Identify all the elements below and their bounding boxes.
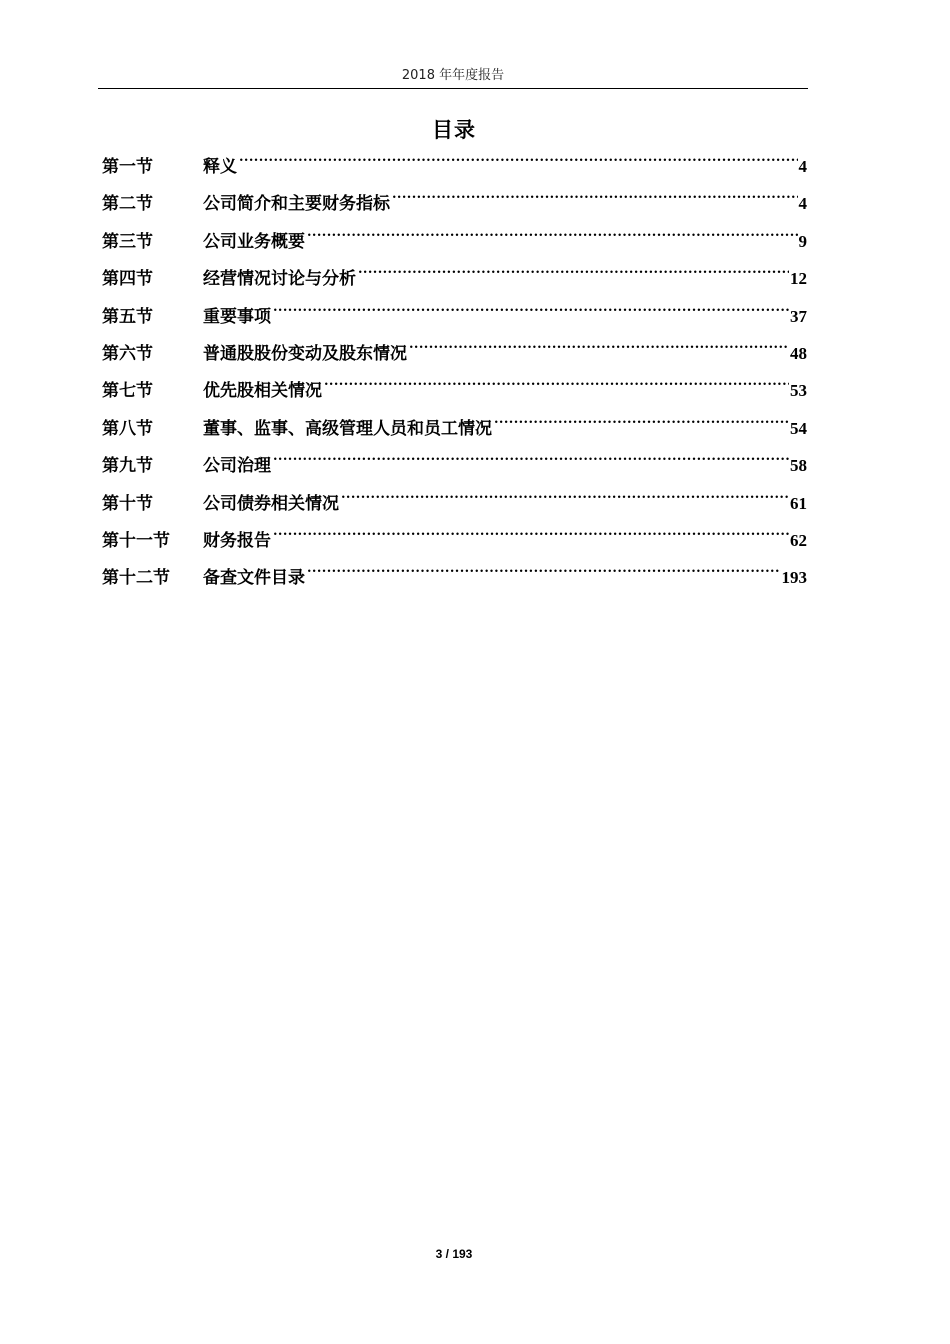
toc-section-name: 重要事项 bbox=[203, 306, 271, 327]
toc-section-number: 第六节 bbox=[102, 343, 153, 364]
toc-entry[interactable] bbox=[102, 553, 807, 590]
report-title: 2018 年年度报告 bbox=[401, 68, 505, 83]
toc-entry[interactable] bbox=[102, 404, 807, 441]
toc-entry[interactable] bbox=[102, 441, 807, 478]
page-header bbox=[98, 66, 808, 89]
toc-page-number: 12 bbox=[790, 269, 807, 289]
dot-leader bbox=[273, 441, 789, 471]
dot-leader bbox=[341, 479, 789, 509]
toc-section-number: 第七节 bbox=[102, 381, 153, 402]
dot-leader bbox=[273, 292, 789, 322]
dot-leader bbox=[409, 329, 789, 359]
page-indicator: 3 / 193 bbox=[435, 1247, 473, 1261]
toc-page-number: 9 bbox=[798, 231, 807, 251]
toc-section-name: 经营情况讨论与分析 bbox=[203, 269, 356, 290]
dot-leader bbox=[273, 516, 789, 546]
toc-entry[interactable] bbox=[102, 329, 807, 366]
toc-page-number: 61 bbox=[790, 493, 807, 513]
dot-leader bbox=[307, 217, 798, 247]
dot-leader bbox=[358, 254, 789, 284]
toc-entry[interactable] bbox=[102, 179, 807, 216]
toc-section-number: 第八节 bbox=[102, 418, 153, 439]
dot-leader bbox=[324, 366, 789, 396]
toc-section-number: 第二节 bbox=[102, 194, 153, 215]
toc-page-number: 54 bbox=[790, 418, 807, 438]
table-of-contents bbox=[102, 142, 807, 591]
toc-page-number: 48 bbox=[790, 343, 807, 363]
toc-entry[interactable] bbox=[102, 366, 807, 403]
toc-page-number: 37 bbox=[790, 306, 807, 326]
toc-section-name: 财务报告 bbox=[203, 530, 271, 551]
toc-section-name: 公司简介和主要财务指标 bbox=[203, 194, 390, 215]
toc-section-number: 第三节 bbox=[102, 231, 153, 252]
toc-section-name: 董事、监事、高级管理人员和员工情况 bbox=[203, 418, 492, 439]
dot-leader bbox=[239, 142, 798, 172]
toc-section-number: 第十二节 bbox=[102, 568, 170, 589]
toc-section-name: 备查文件目录 bbox=[203, 568, 305, 589]
toc-page-number: 58 bbox=[790, 456, 807, 476]
toc-entry[interactable] bbox=[102, 142, 807, 179]
toc-section-number: 第五节 bbox=[102, 306, 153, 327]
toc-section-name: 优先股相关情况 bbox=[203, 381, 322, 402]
toc-page-number: 53 bbox=[790, 381, 807, 401]
toc-page-number: 193 bbox=[781, 568, 807, 588]
toc-section-number: 第十节 bbox=[102, 493, 153, 514]
page-footer bbox=[0, 1247, 908, 1261]
toc-entry[interactable] bbox=[102, 254, 807, 291]
dot-leader bbox=[307, 553, 781, 583]
toc-page-number: 4 bbox=[798, 157, 807, 176]
toc-section-number: 第十一节 bbox=[102, 530, 170, 551]
dot-leader bbox=[392, 179, 798, 209]
toc-entry[interactable] bbox=[102, 479, 807, 516]
toc-section-name: 释义 bbox=[203, 157, 237, 177]
toc-section-number: 第四节 bbox=[102, 269, 153, 290]
dot-leader bbox=[494, 404, 789, 434]
toc-section-name: 公司债券相关情况 bbox=[203, 493, 339, 514]
toc-section-name: 公司业务概要 bbox=[203, 231, 305, 252]
toc-entry[interactable] bbox=[102, 292, 807, 329]
toc-title: 目录 bbox=[432, 117, 476, 142]
toc-section-number: 第一节 bbox=[102, 157, 153, 177]
toc-section-name: 公司治理 bbox=[203, 456, 271, 477]
toc-section-name: 普通股股份变动及股东情况 bbox=[203, 343, 407, 364]
toc-page-number: 62 bbox=[790, 530, 807, 550]
toc-section-number: 第九节 bbox=[102, 456, 153, 477]
toc-entry[interactable] bbox=[102, 217, 807, 254]
toc-page-number: 4 bbox=[798, 194, 807, 214]
toc-entry[interactable] bbox=[102, 516, 807, 553]
